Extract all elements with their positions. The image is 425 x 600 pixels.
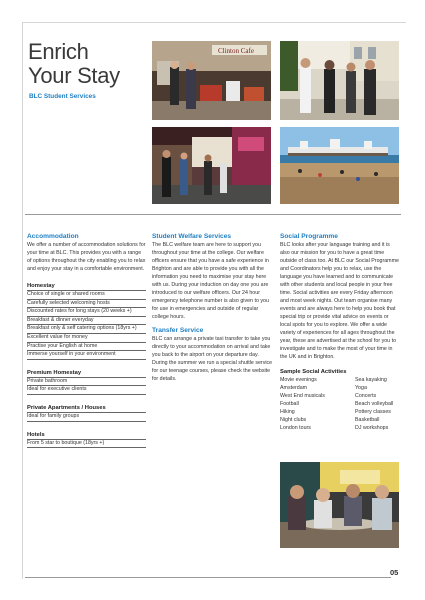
homestay-table — [27, 290, 146, 360]
table-row: From 5 star to boutique (18yrs +) — [27, 440, 146, 449]
activities-heading: Sample Social Activities — [280, 369, 347, 375]
list-item: Concerts — [355, 393, 377, 399]
social-column — [280, 233, 400, 432]
social-body: BLC looks after your language training and it is also our mission for you to have a great time outside of class too. At BLC our Social Programme and Coordinators help you to relax, use the language you have learned and to communicate with other students and local people in your free time. Social activities are every Friday afternoon and most week nights. Out team organise many events and are always here to help you book that special trip or provide vital advice on events or local spots for you to explore. We offer a wide variety of experiences for all ages throughout the year, these are advertised at the school for you to investigate and to make the most of your time in the UK and in Brighton. — [280, 242, 399, 360]
list-item: West End musicals — [280, 393, 325, 399]
page-number: 05 — [390, 568, 399, 577]
page-title: Enrich Your Stay — [28, 39, 120, 88]
accommodation-column — [27, 233, 146, 448]
street-cafe-photo — [152, 41, 271, 120]
table-row: Private bathroom — [27, 378, 146, 387]
table-row: Breakfast & dinner everyday — [27, 317, 146, 326]
table-row: Ideal for executive clients — [27, 386, 146, 395]
social-heading: Social Programme — [280, 233, 338, 240]
welfare-column — [152, 233, 273, 383]
list-item: DJ workshops — [355, 425, 389, 431]
table-row: Discounted rates for long stays (20 weeks +) — [27, 308, 146, 317]
table-row: Choice of single or shared rooms — [27, 291, 146, 300]
accommodation-intro: We offer a number of accommodation solutions for your time at BLC. This provides you with a range of options throughout the city enabling you to relax and enjoy your stay in a comfortable environment. — [27, 242, 146, 272]
section-divider — [25, 214, 401, 215]
apartments-table — [27, 412, 146, 422]
list-item: Sea kayaking — [355, 377, 387, 383]
table-row: Carefully selected welcoming hosts — [27, 300, 146, 309]
table-row: Ideal for family groups — [27, 413, 146, 422]
list-item: Hiking — [280, 409, 295, 415]
transfer-heading: Transfer Service — [152, 327, 204, 334]
list-item: Amsterdam — [280, 385, 308, 391]
students-walking-photo — [280, 41, 399, 120]
list-item: Football — [280, 401, 299, 407]
table-row: Breakfast only & self catering options (18yrs +) — [27, 325, 146, 334]
activities-list — [280, 376, 400, 432]
list-item: Basketball — [355, 417, 380, 423]
apartments-heading: Private Apartments / Houses — [27, 404, 106, 411]
table-row: Practise your English at home — [27, 343, 146, 352]
list-item: Yoga — [355, 385, 367, 391]
table-row: Excellent value for money — [27, 334, 146, 343]
welfare-heading: Student Welfare Services — [152, 233, 232, 240]
footer-rule — [25, 577, 391, 578]
shopping-lane-photo — [152, 127, 271, 204]
list-item: London tours — [280, 425, 311, 431]
transfer-body: BLC can arrange a private taxi transfer to take you directly to your accommodation on arrival and take you back to the airport on your departure day. During the summer we run a special shuttle service for our teenage courses, please check the website for details. — [152, 336, 273, 382]
list-item: Movie evenings — [280, 377, 317, 383]
hotels-heading: Hotels — [27, 431, 45, 438]
homestay-heading: Homestay — [27, 283, 55, 289]
premium-homestay-heading: Premium Homestay — [27, 369, 82, 376]
hotels-table — [27, 439, 146, 449]
beach-pier-photo — [280, 127, 399, 204]
list-item: Pottery classes — [355, 409, 391, 415]
students-table-photo — [280, 462, 399, 548]
accommodation-heading: Accommodation — [27, 233, 79, 240]
shop-sign: Clinton Cafe — [218, 47, 254, 55]
list-item: Night clubs — [280, 417, 307, 423]
premium-homestay-table — [27, 377, 146, 395]
page-subtitle: BLC Student Services — [29, 93, 96, 100]
list-item: Beach volleyball — [355, 401, 394, 407]
table-row: Immerse yourself in your environment — [27, 351, 146, 360]
welfare-body: The BLC welfare team are here to support you throughout your time at the college. Our welfare officers ensure that you have a safe experience in Brighton and are able to provide you with all the information you need to maximise your stay here with us. During your induction on day one you are introduced to our welfare officers. Our 24 hour emergency telephone number is also given to you for use in emergencies and outside of regular college hours. — [152, 242, 269, 320]
